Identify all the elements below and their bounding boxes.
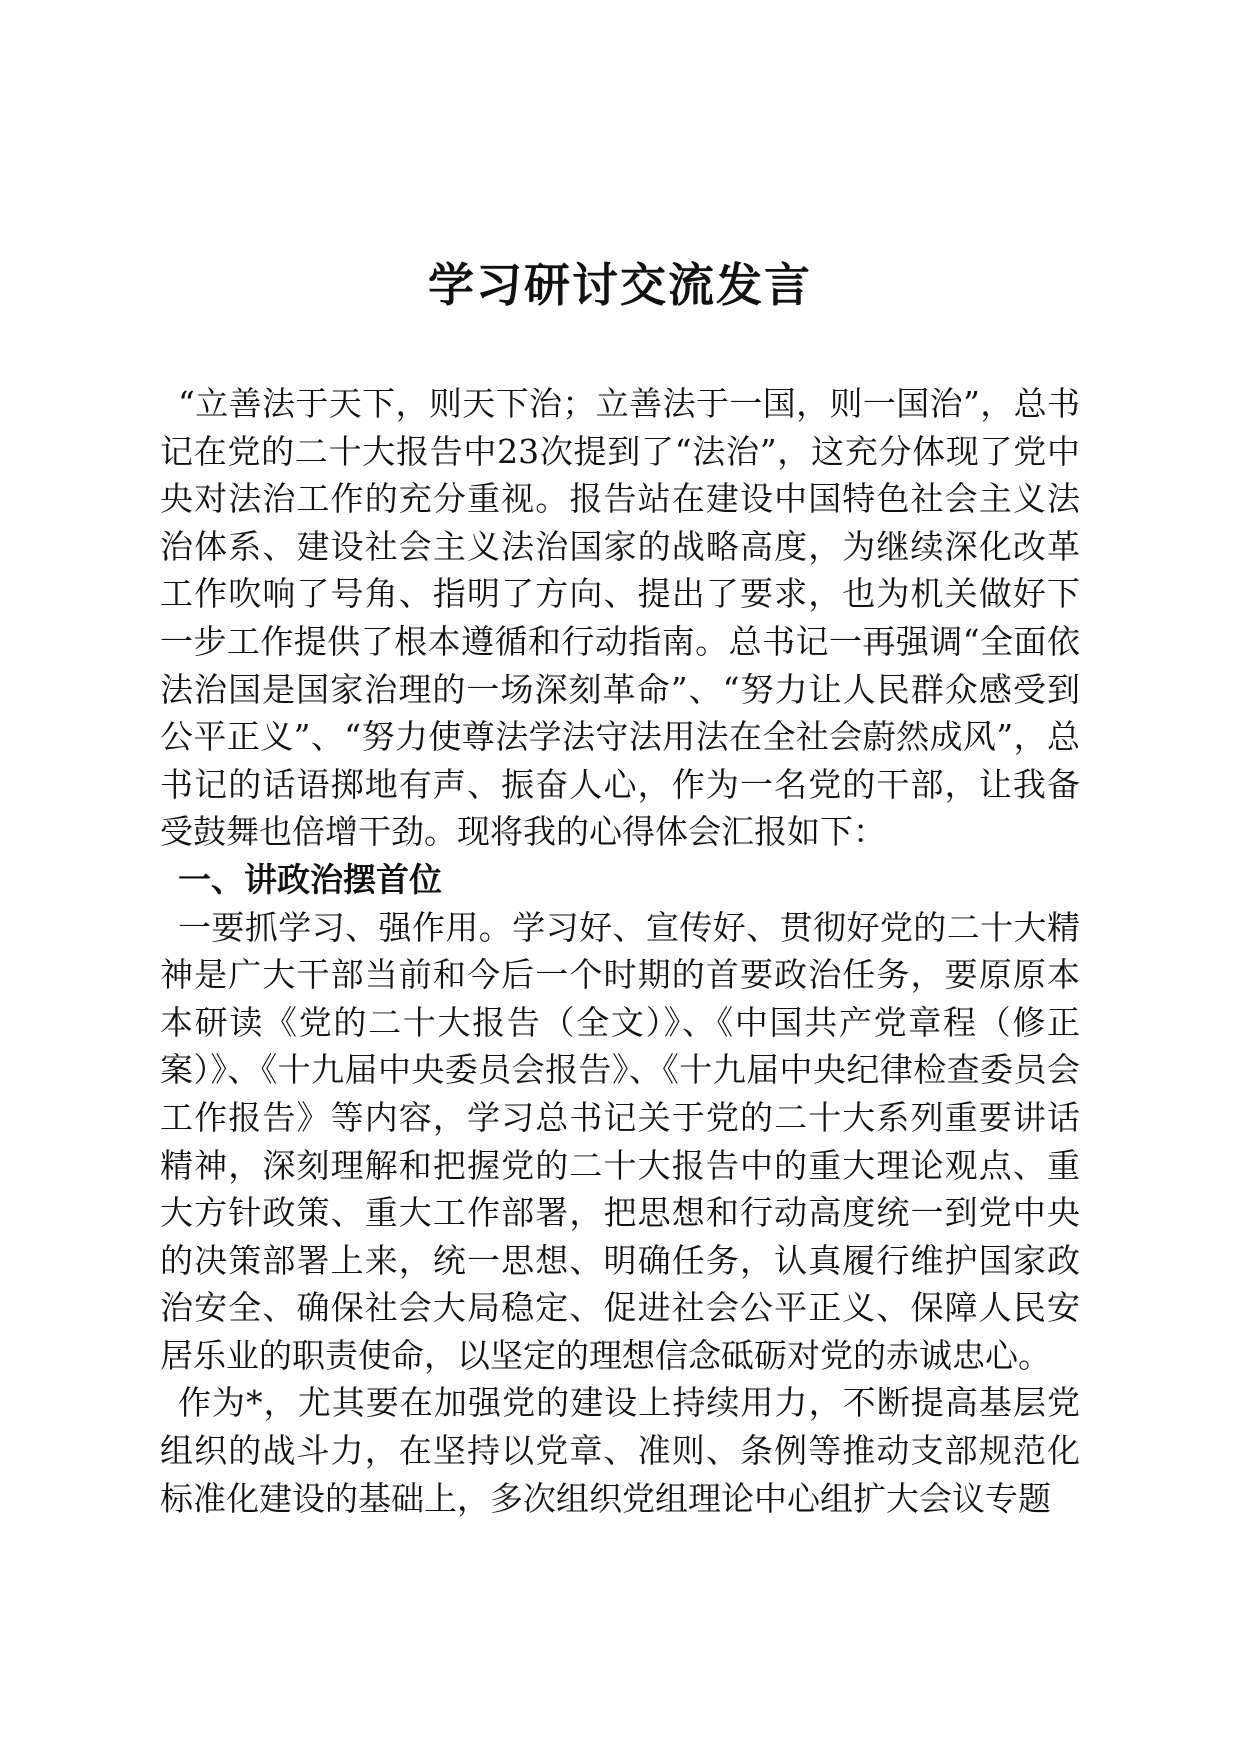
section-paragraph-2: 作为*，尤其要在加强党的建设上持续用力，不断提高基层党组织的战斗力，在坚持以党章、准则、条例等推动支部规范化标准化建设的基础上，多次组织党组理论中心组扩大会议专题 [160, 1383, 1080, 1518]
section-paragraph-1: 一要抓学习、强作用。学习好、宣传好、贯彻好党的二十大精神是广大干部当前和今后一个时期的首要政治任务，要原原本本研读《党的二十大报告（全文）》、《中国共产党章程（修正案）》、《十九届中央委员会报告》、《十九届中央纪律检查委员会工作报告》等内容，学习总书记关于党的二十大系列重要讲话精神，深刻理解和把握党的二十大报告中的重大理论观点、重大方针政策、重大工作部署，把思想和行动高度统一到党中央的决策部署上来，统一思想、明确任务，认真履行维护国家政治安全、确保社会大局稳定、促进社会公平正义、保障人民安居乐业的职责使命，以坚定的理想信念砥砺对党的赤诚忠心。 [160, 907, 1080, 1375]
document-title: 学习研讨交流发言 [428, 258, 812, 312]
document-body [160, 380, 1080, 1522]
intro-paragraph: “立善法于天下，则天下治；立善法于一国，则一国治”，总书记在党的二十大报告中23次提到了“法治”，这充分体现了党中央对法治工作的充分重视。报告站在建设中国特色社会主义法治体系、建设社会主义法治国家的战略高度，为继续深化改革工作吹响了号角、指明了方向、提出了要求，也为机关做好下一步工作提供了根本遵循和行动指南。总书记一再强调“全面依法治国是国家治理的一场深刻革命”、“努力让人民群众感受到公平正义”、“努力使尊法学法守法用法在全社会蔚然成风”，总书记的话语掷地有声、振奋人心，作为一名党的干部，让我备受鼓舞也倍增干劲。现将我的心得体会汇报如下： [160, 384, 1080, 852]
section-heading: 一、讲政治摆首位 [178, 859, 442, 899]
